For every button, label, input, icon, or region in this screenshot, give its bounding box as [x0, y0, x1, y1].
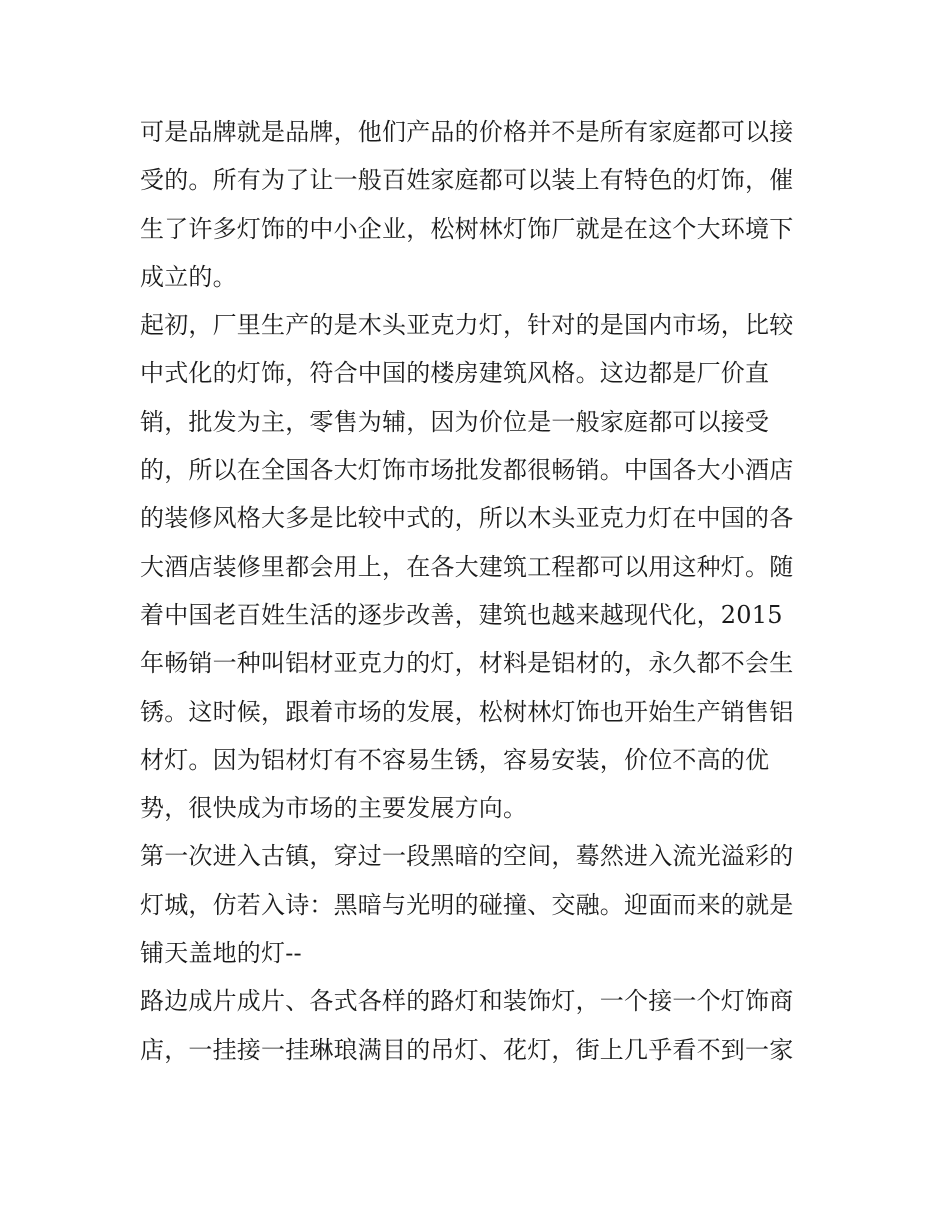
- text-line: 年畅销一种叫铝材亚克力的灯，材料是铝材的，永久都不会生: [140, 649, 794, 678]
- text-line: 大酒店装修里都会用上，在各大建筑工程都可以用这种灯。随: [140, 552, 794, 581]
- text-line: 可是品牌就是品牌，他们产品的价格并不是所有家庭都可以接: [140, 118, 794, 146]
- text-line: 中式化的灯饰，符合中国的楼房建筑风格。这边都是厂价直: [140, 359, 770, 388]
- body-text: [140, 108, 820, 1074]
- text-line: 的装修风格大多是比较中式的，所以木头亚克力灯在中国的各: [140, 504, 794, 533]
- text-line: 店，一挂接一挂琳琅满目的吊灯、花灯，街上几乎看不到一家: [140, 1035, 794, 1064]
- text-line: 锈。这时候，跟着市场的发展，松树林灯饰也开始生产销售铝: [140, 697, 794, 726]
- text-line: 第一次进入古镇，穿过一段黑暗的空间，蓦然进入流光溢彩的: [140, 842, 794, 871]
- text-line: 路边成片成片、各式各样的路灯和装饰灯，一个接一个灯饰商: [140, 987, 794, 1016]
- text-line: 起初，厂里生产的是木头亚克力灯，针对的是国内市场，比较: [140, 311, 794, 340]
- text-line: 灯城，仿若入诗：黑暗与光明的碰撞、交融。迎面而来的就是: [140, 890, 794, 919]
- text-line: 销，批发为主，零售为辅，因为价位是一般家庭都可以接受: [140, 407, 770, 436]
- text-line: 铺天盖地的灯--: [140, 939, 302, 968]
- text-line: 势，很快成为市场的主要发展方向。: [140, 794, 528, 823]
- text-line: 受的。所有为了让一般百姓家庭都可以装上有特色的灯饰，催: [140, 166, 794, 195]
- text-line: 材灯。因为铝材灯有不容易生锈，容易安装，价位不高的优: [140, 745, 770, 774]
- text-line: 的，所以在全国各大灯饰市场批发都很畅销。中国各大小酒店: [140, 456, 794, 485]
- text-line: 成立的。: [140, 262, 237, 291]
- text-line: 着中国老百姓生活的逐步改善，建筑也越来越现代化，2015: [140, 600, 783, 629]
- text-line: 生了许多灯饰的中小企业，松树林灯饰厂就是在这个大环境下: [140, 214, 794, 243]
